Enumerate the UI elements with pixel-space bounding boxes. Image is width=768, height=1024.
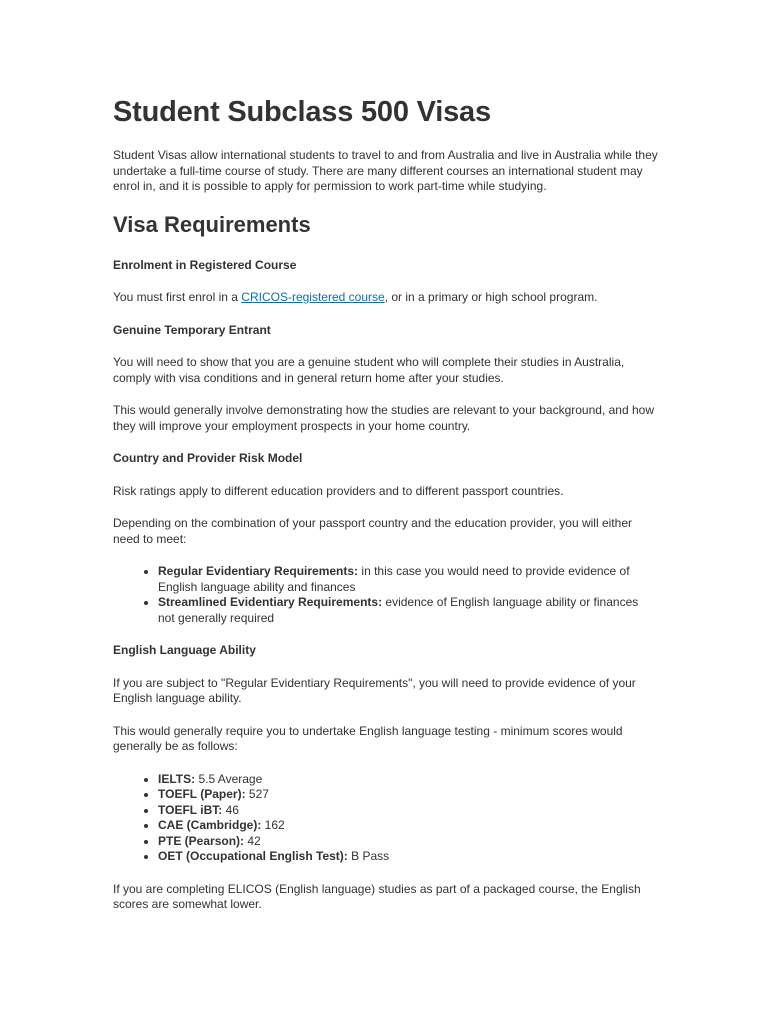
risk-paragraph-1: Risk ratings apply to different education providers and to different passport countries.	[113, 483, 564, 498]
list-item-label: Regular Evidentiary Requirements:	[158, 564, 359, 578]
list-item	[158, 834, 658, 850]
list-item	[158, 772, 658, 788]
list-item	[158, 787, 658, 803]
gte-paragraph-1: You will need to show that you are a genuine student who will complete their studies in Australia, comply with visa conditions and in general return home after your studies.	[113, 355, 625, 385]
list-item-label: TOEFL (Paper):	[158, 787, 246, 801]
subheading-english: English Language Ability	[113, 643, 256, 657]
list-item-text: B Pass	[347, 849, 390, 863]
list-item-label: PTE (Pearson):	[158, 833, 245, 848]
list-item-label: CAE (Cambridge):	[158, 818, 262, 832]
page-title: Student Subclass 500 Visas	[113, 96, 491, 128]
list-item-label: TOEFL iBT:	[158, 802, 223, 817]
list-item-text: 42	[244, 833, 261, 848]
subheading-risk: Country and Provider Risk Model	[113, 451, 303, 465]
enrolment-paragraph	[113, 290, 658, 306]
gte-paragraph-2: This would generally involve demonstrating how the studies are relevant to your background, and how they will improve your employment prospects in your home country.	[113, 403, 654, 433]
cricos-link[interactable]: CRICOS-registered course	[241, 290, 385, 304]
list-item	[158, 818, 658, 834]
enrolment-text-after: , or in a primary or high school program.	[384, 290, 598, 304]
section-heading: Visa Requirements	[113, 211, 311, 237]
subheading-gte: Genuine Temporary Entrant	[113, 322, 271, 337]
article-body	[113, 94, 658, 913]
list-item	[158, 803, 658, 819]
list-item-text: evidence of English language ability or finances not generally required	[158, 595, 639, 625]
english-paragraph-2: This would generally require you to undertake English language testing - minimum scores would generally be as follows:	[113, 723, 623, 753]
test-scores-list	[113, 772, 658, 865]
english-paragraph-1: If you are subject to "Regular Evidentiary Requirements", you will need to provide evidence of your English language ability.	[113, 675, 636, 705]
list-item	[158, 564, 658, 595]
list-item-label: OET (Occupational English Test):	[158, 849, 348, 863]
intro-paragraph: Student Visas allow international students to travel to and from Australia and live in Australia while they undertake a full-time course of study. There are many different courses an international student may enrol in, and it is possible to apply for permission to work part-time while studying.	[113, 148, 658, 193]
list-item	[158, 849, 658, 865]
english-paragraph-3: If you are completing ELICOS (English language) studies as part of a packaged course, the English scores are somewhat lower.	[113, 881, 641, 911]
list-item	[158, 595, 658, 626]
risk-paragraph-2: Depending on the combination of your passport country and the education provider, you will either need to meet:	[113, 516, 632, 546]
list-item-label: Streamlined Evidentiary Requirements:	[158, 595, 383, 609]
list-item-text: 46	[222, 802, 239, 817]
list-item-text: 5.5 Average	[195, 771, 263, 786]
subheading-enrolment: Enrolment in Registered Course	[113, 257, 297, 272]
list-item-text: in this case you would need to provide evidence of English language ability and finances	[158, 564, 630, 594]
evidentiary-list	[113, 564, 658, 626]
list-item-text: 527	[245, 787, 269, 801]
list-item-label: IELTS:	[158, 771, 196, 786]
list-item-text: 162	[261, 818, 285, 832]
enrolment-text-before: You must first enrol in a	[113, 290, 242, 304]
